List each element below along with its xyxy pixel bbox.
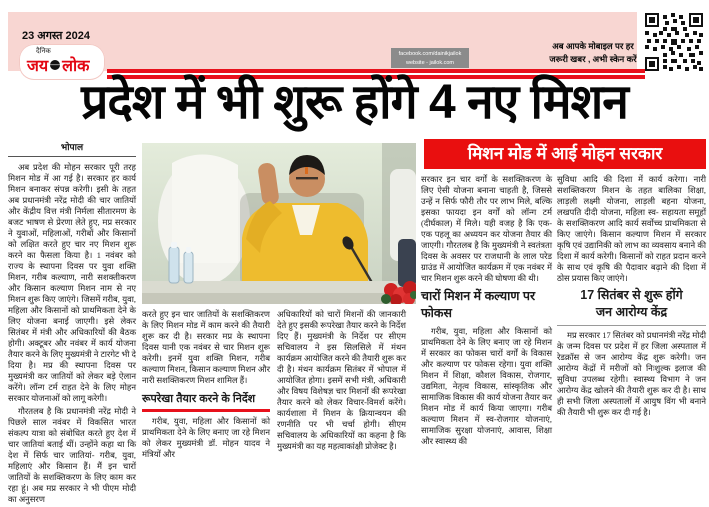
article-column-5 bbox=[557, 174, 706, 420]
main-headline: प्रदेश में भी शुरू होंगे 4 नए मिशन bbox=[81, 76, 628, 129]
col2-paragraph-1: करते हुए इन चार जातियों के सशक्तिकरण के लिए मिशन मोड में काम करने की तैयारी शुरू कर दी है। सरकार मप्र के स्थापना दिवस यानी एक नवंबर से चार मिशन शुरू करेगी। इनमें युवा शक्ति मिशन, गरीब कल्याण मिशन, किसान कल्याण मिशन और नारी सशक्तिकरण मिशन शामिल हैं। bbox=[142, 310, 270, 385]
mobile-promo-text bbox=[541, 40, 645, 66]
cm-press-photo bbox=[142, 143, 416, 304]
article-column-3 bbox=[277, 309, 406, 454]
globe-icon bbox=[50, 60, 60, 70]
facebook-url: facebook.com/dainikjailok bbox=[398, 51, 462, 57]
col5-paragraph-2: मप्र सरकार 17 सितंबर को प्रधानमंत्री नरेंद्र मोदी के जन्म दिवस पर प्रदेश में हर जिला अस्पताल में रेडक्रॉस से जन आरोग्य केंद्र शुरू करेगी। जन आरोग्य केंद्रों में मरीजों को निःशुल्क इलाज की सुविधा उपलब्ध रहेगी। स्वास्थ्य विभाग ने जन आरोग्य केंद्र खोलने की तैयारी शुरू कर दी है। साथ ही सभी जिला अस्पतालों में आयुष विंग भी बनाने की तैयारी भी शुरू कर दी गई है। bbox=[557, 331, 706, 417]
social-links-box bbox=[391, 48, 469, 68]
subhead-arogya-kendra bbox=[557, 287, 706, 326]
dateline: भोपाल bbox=[8, 142, 136, 157]
promo-line-2: जरूरी खबर , अभी स्केन करें bbox=[549, 54, 637, 64]
col4-paragraph-1: सरकार इन चार वर्गों के सशक्तिकरण के लिए ऐसी योजना बनाना चाहती है, जिससे उन्हें न सिर्फ फौरी तौर पर लाभ मिले, बल्कि इसका फायदा इन वर्गों को लॉन्ग टर्म (दीर्घकाल) में मिले। यही वजह है कि एक-एक पहलू का अध्ययन कर योजना तैयार की जाएगी। गौरतलब है कि मुख्यमंत्री ने स्वतंत्रता दिवस के अवसर पर राजधानी के लाल परेड ग्राउंड में आयोजित कार्यक्रम में एक नवंबर में चार मिशन शुरू करने की घोषणा की थी। bbox=[421, 175, 552, 283]
subhead-roadmap-directions: रूपरेखा तैयार करने के निर्देश bbox=[142, 389, 270, 412]
logo-word-lok: लोक bbox=[62, 58, 90, 75]
col1-paragraph-2: गौरतलब है कि प्रधानमंत्री नरेंद्र मोदी ने पिछले साल नवंबर में विकसित भारत संकल्प यात्रा को संबोधित करते हुए देश में चार जातियां बताई थीं। उन्होंने कहा था कि देश में सिर्फ चार जातियां- गरीब, युवा, महिलाएं और किसान हैं। मैं इन चारों जातियों के सशक्तिकरण के लिए काम कर रहा हूं। अब मप्र सरकार ने भी पीएम मोदी का अनुसरण bbox=[8, 407, 136, 504]
subhead-arogya-line-1: 17 सितंबर से शुरू होंगे bbox=[580, 288, 683, 302]
col2-paragraph-2: गरीब, युवा, महिला और किसानों को प्राथमिकता देने के लिए बनाए जा रहे मिशन को लेकर मुख्यमंत्री डॉ. मोहन यादव ने मंत्रियों और bbox=[142, 417, 270, 459]
col4-paragraph-2: गरीब, युवा, महिला और किसानों को प्राथमिकता देने के लिए बनाए जा रहे मिशन में सरकार का फोकस चारों वर्गों के विकास और कल्याण पर फोकस रहेगा। युवा शक्ति मिशन में शिक्षा, कौशल विकास, रोजगार, उद्यमिता, नेतृत्व विकास, सांस्कृतिक और सामाजिक विकास की कार्य योजना तैयार कर मिशन मोड में कार्य किया जाएगा। गरीब कल्याण मिशन में स्व-रोजगार योजनाएं, सामाजिक सुरक्षा योजनाएं, आवास, शिक्षा और स्वास्थ्य की bbox=[421, 327, 552, 446]
logo-daily-label: दैनिक bbox=[36, 48, 51, 55]
col1-paragraph-1: अब प्रदेश की मोहन सरकार पूरी तरह मिशन मोड में आ गई है। सरकार हर कार्य मिशन बनाकर संपन्न करेगी। इसी के तहत अब प्रधानमंत्री नरेंद्र मोदी की चार जातियों और केंद्रीय वित्त मंत्री निर्मला सीतारमण के बजट भाषण से प्रेरणा लेते हुए, मप्र सरकार ने युवाओं, महिलाओं, गरीबों और किसानों को लक्षित करते हुए चार नए मिशन शुरू करने का फैसला किया है। 1 नवंबर को राज्य के स्थापना दिवस पर युवा शक्ति मिशन, गरीब कल्याण, नारी सशक्तीकरण और किसान कल्याण मिशन नाम से नए मिशन शुरू किए जाएंगे। जिसमें गरीब, युवा, महिला और किसानों को प्राथमिकता देने के लिए योजना बनाई जाएगी। इसे लेकर सितंबर में मंत्री और अधिकारियों की बैठक होगी। अक्टूबर और नवंबर में कार्य योजना तैयार करने के लिए मुख्यमंत्री ने टारगेट भी दे दिया है। मप्र की स्थापना दिवस पर मुख्यमंत्री कर जातियों को लेकर बड़े ऐलान करेंगे। लॉन्ग टर्म राहत देने के लिए मोहन सरकार योजनाओं को लागू करेगी। bbox=[8, 163, 136, 403]
article-column-4 bbox=[421, 174, 552, 449]
article-column-2 bbox=[142, 309, 270, 462]
subhead-arogya-line-2: जन आरोग्य केंद्र bbox=[595, 305, 668, 319]
qr-code bbox=[645, 13, 703, 71]
col5-paragraph-1: सुविधा आदि की दिशा में कार्य करेगा। नारी सशक्तिकरण मिशन के तहत बालिका शिक्षा, लाड़ली लक्ष्मी योजना, लाड़ली बहना योजना, लखपति दीदी योजना, महिला स्व- सहायता समूहों के सशक्तिकरण आदि कार्य सर्वोच्च प्राथमिकता से किए जाएंगे। किसान कल्याण मिशन में सरकार कृषि एवं उद्यानिकी को लाभ का व्यवसाय बनाने की दिशा में कार्य करेगी। किसानों को राहत प्रदान करने के साथ एवं कृषि की पैदावार बढ़ाने की दिशा में ठोस प्रयास किए जाएंगे। bbox=[557, 175, 706, 283]
masthead-banner bbox=[8, 12, 637, 75]
website-url: website - jailok.com bbox=[406, 60, 454, 66]
promo-line-1: अब आपके मोबाइल पर हर bbox=[552, 41, 634, 51]
sub-headline-red-banner: मिशन मोड में आई मोहन सरकार bbox=[424, 139, 706, 169]
logo-word-jai: जय bbox=[27, 58, 49, 75]
col3-paragraph-1: अधिकारियों को चारों मिशनों की जानकारी देते हुए इसकी रूपरेखा तैयार करने के निर्देश दिए हैं। मुख्यमंत्री के निर्देश पर सीएम सचिवालय ने इस सिलसिले में मंथन कार्यक्रम आयोजित करने की तैयारी शुरू कर दी है। मंथन कार्यक्रम सितंबर में भोपाल में आयोजित होगा। इसमें सभी मंत्री, अधिकारी और विषय विशेषज्ञ चार मिशनों की रूपरेखा तैयार करने को लेकर विचार-विमर्श करेंगे। कार्यशाला में मिशन के क्रियान्वयन की रणनीति पर भी चर्चा होगी। सीएम सचिवालय के अधिकारियों का कहना है कि मुख्यमंत्री का यह महत्वाकांक्षी प्रोजेक्ट है। bbox=[277, 310, 406, 451]
article-column-1 bbox=[8, 142, 136, 507]
issue-date: 23 अगस्त 2024 bbox=[22, 30, 90, 42]
subhead-welfare-focus: चारों मिशन में कल्याण पर फोकस bbox=[421, 289, 536, 320]
